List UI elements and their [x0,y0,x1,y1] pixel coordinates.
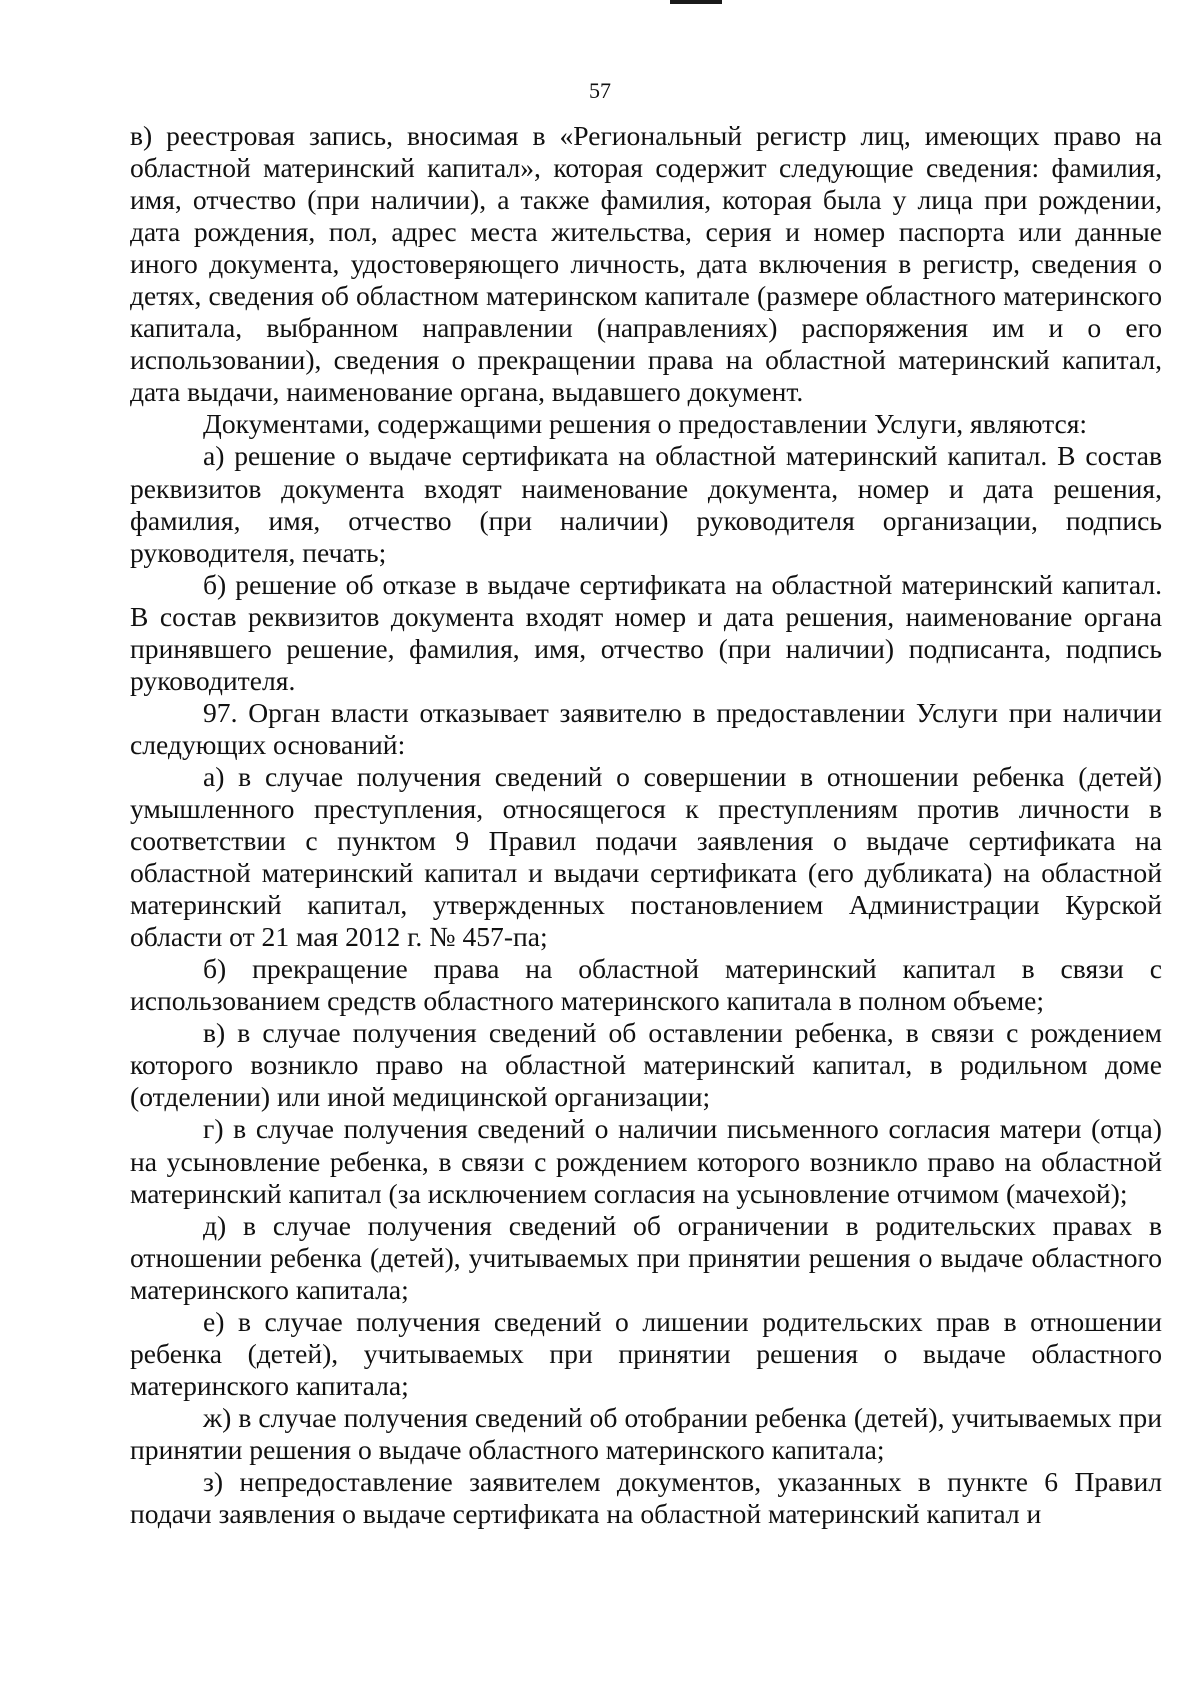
paragraph-decision-issue: а) решение о выдаче сертификата на областной материнский капитал. В состав реквизитов документа входят наименование документа, номер и дата решения, фамилия, имя, отчество (при наличии) руководителя организации, подпись руководителя, печать; [130,440,1162,568]
paragraph-ground-b: б) прекращение права на областной материнский капитал в связи с использованием средств областного материнского капитала в полном объеме; [130,953,1162,1017]
document-body [130,120,1162,1530]
paragraph-clause-97: 97. Орган власти отказывает заявителю в предоставлении Услуги при наличии следующих оснований: [130,696,1162,760]
paragraph-ground-d: д) в случае получения сведений об ограничении в родительских правах в отношении ребенка (детей), учитываемых при принятии решения о выдаче областного материнского капитала; [130,1209,1162,1305]
paragraph-ground-v: в) в случае получения сведений об оставлении ребенка, в связи с рождением которого возникло право на областной материнский капитал, в родильном доме (отделении) или иной медицинской организации; [130,1017,1162,1113]
scan-artifact [670,0,722,4]
paragraph-decision-refusal: б) решение об отказе в выдаче сертификата на областной материнский капитал. В состав реквизитов документа входят номер и дата решения, наименование органа принявшего решение, фамилия, имя, отчество (при наличии) подписанта, подпись руководителя. [130,568,1162,696]
paragraph-ground-a: а) в случае получения сведений о совершении в отношении ребенка (детей) умышленного преступления, относящегося к преступлениям против личности в соответствии с пунктом 9 Правил подачи заявления о выдаче сертификата на областной материнский капитал и выдачи сертификата (его дубликата) на областной материнский капитал, утвержденных постановлением Администрации Курской области от 21 мая 2012 г. № 457-па; [130,760,1162,953]
paragraph-decision-documents: Документами, содержащими решения о предоставлении Услуги, являются: [203,408,1088,440]
paragraph-ground-e: е) в случае получения сведений о лишении родительских прав в отношении ребенка (детей), учитываемых при принятии решения о выдаче областного материнского капитала; [130,1305,1162,1401]
paragraph-registry-entry: в) реестровая запись, вносимая в «Региональный регистр лиц, имеющих право на областной материнский капитал», которая содержит следующие сведения: фамилия, имя, отчество (при наличии), а также фамилия, которая была у лица при рождении, дата рождения, пол, адрес места жительства, серия и номер паспорта или данные иного документа, удостоверяющего личность, дата включения в регистр, сведения о детях, сведения об областном материнском капитале (размере областного материнского капитала, выбранном направлении (направлениях) распоряжения им и о его использовании), сведения о прекращении права на областной материнский капитал, дата выдачи, наименование органа, выдавшего документ. [130,120,1162,408]
paragraph-ground-g: г) в случае получения сведений о наличии письменного согласия матери (отца) на усыновление ребенка, в связи с рождением которого возникло право на областной материнский капитал (за исключением согласия на усыновление отчимом (мачехой); [130,1113,1162,1209]
paragraph-ground-z: з) непредоставление заявителем документов, указанных в пункте 6 Правил подачи заявления о выдаче сертификата на областной материнский капитал и [130,1465,1162,1530]
paragraph-ground-zh: ж) в случае получения сведений об отобрании ребенка (детей), учитываемых при принятии решения о выдаче областного материнского капитала; [130,1401,1162,1465]
page-number: 57 [589,78,611,103]
